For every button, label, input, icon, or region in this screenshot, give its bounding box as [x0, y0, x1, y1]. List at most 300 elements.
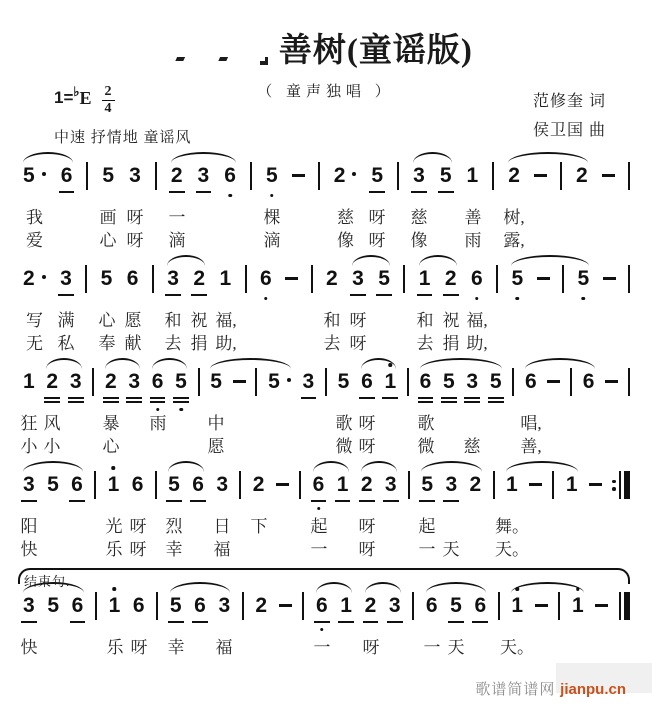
lyric-syllable: 呀 — [130, 638, 148, 657]
barline — [512, 368, 514, 396]
note: 5 — [420, 473, 434, 497]
lyric-syllable: 呀 — [126, 231, 144, 250]
lyric-syllable: 棵 — [263, 208, 281, 227]
lyric-syllable: 善, — [520, 437, 542, 456]
underline-mark — [311, 500, 327, 502]
lyricist-credit: 范修奎 词 — [532, 93, 606, 110]
note: 5 — [442, 370, 456, 394]
lyric-syllable: 和 — [416, 311, 434, 330]
low-octave-dot-icon — [228, 194, 232, 198]
barline — [412, 592, 414, 620]
notes-row — [22, 164, 630, 192]
lyric-syllable: 我 — [26, 208, 43, 227]
underline-mark — [190, 500, 206, 502]
note: 5 — [102, 164, 115, 187]
lyric-syllable: 舞。 — [495, 517, 529, 536]
subtitle: （ 童声独唱 ） — [257, 84, 395, 100]
lyric-syllable: 烈 — [165, 517, 183, 536]
note: 6 — [131, 473, 144, 496]
barline — [95, 592, 97, 620]
underline-mark — [103, 397, 119, 399]
note: 5 — [100, 267, 113, 290]
underline-mark — [126, 401, 142, 403]
low-octave-dot-icon — [516, 297, 520, 301]
lyrics-row — [22, 306, 630, 329]
tempo-marking: 中速 抒情地 童谣风 — [54, 130, 192, 146]
high-octave-dot-icon — [112, 466, 116, 470]
duration-dash — [547, 380, 560, 383]
lyrics-row — [22, 203, 630, 226]
slur — [525, 358, 595, 370]
lyric-syllable: 天。 — [495, 540, 529, 559]
score — [22, 150, 630, 660]
lyric-syllable: 呀 — [358, 437, 376, 456]
lyric-syllable: 呀 — [368, 231, 386, 250]
barline — [311, 265, 313, 293]
note: 2 — [325, 267, 338, 290]
note: 3 — [351, 267, 365, 291]
lyric-syllable: 写 — [26, 311, 43, 330]
note: 5 — [439, 164, 453, 188]
barline — [562, 265, 564, 293]
lyric-syllable: 起 — [310, 517, 328, 536]
barline — [85, 265, 87, 293]
slur — [171, 152, 236, 164]
slur — [420, 358, 502, 370]
watermark-site-name: 歌谱简谱网 — [475, 682, 561, 698]
note: 3 — [197, 164, 211, 188]
note: 5 — [174, 370, 188, 394]
ending-phrase-bracket — [18, 568, 630, 584]
barline — [560, 162, 562, 190]
underline-mark — [448, 621, 464, 623]
underline-mark — [68, 397, 84, 399]
note: 2 — [444, 267, 458, 291]
low-octave-dot-icon — [317, 507, 321, 511]
note: 3 — [465, 370, 479, 394]
time-signature — [102, 85, 115, 116]
underline-mark — [196, 191, 212, 193]
underline-mark — [301, 397, 317, 399]
barline — [318, 162, 320, 190]
duration-dash — [276, 483, 289, 486]
notes-row — [22, 267, 630, 295]
note: 5 — [169, 594, 183, 618]
slur — [506, 461, 578, 473]
lyric-syllable: 小 — [43, 437, 61, 456]
underline-mark — [488, 401, 504, 403]
note: 3 — [384, 473, 398, 497]
lyric-syllable: 福 — [213, 540, 231, 559]
lyric-syllable: 微 — [335, 437, 353, 456]
music-system — [22, 150, 630, 249]
note: 6 — [193, 594, 207, 618]
lyric-syllable: 呀 — [358, 517, 376, 536]
lyric-syllable: 露, — [503, 231, 525, 250]
underline-mark — [359, 397, 375, 399]
note: 1 — [510, 594, 524, 618]
note: 6 — [60, 164, 74, 188]
watermark — [475, 678, 626, 699]
note: 5 — [47, 473, 59, 496]
lyrics-row — [22, 512, 630, 535]
repeat-dot-icon — [612, 480, 616, 484]
lyric-syllable: 树, — [503, 208, 525, 227]
barline — [152, 265, 154, 293]
duration-dash — [535, 604, 548, 607]
lyric-syllable: 歌 — [335, 414, 353, 433]
underline-mark — [383, 500, 399, 502]
barline — [245, 265, 247, 293]
note: 5 — [337, 370, 350, 393]
lyric-syllable: 呀 — [126, 208, 144, 227]
underline-mark — [44, 401, 60, 403]
note: 1 — [219, 267, 232, 290]
lyric-syllable: 慈 — [463, 437, 481, 456]
underline-mark — [464, 397, 480, 399]
duration-dash — [603, 277, 616, 280]
slur — [421, 461, 482, 473]
note: 5 — [489, 370, 503, 394]
lyric-syllable: 幸 — [167, 638, 185, 657]
lyric-syllable: 呀 — [358, 540, 376, 559]
key-prefix: 1= — [54, 88, 74, 107]
note: 1 — [108, 594, 122, 618]
note: 3 — [216, 473, 229, 496]
lyric-syllable: 祝 — [190, 311, 208, 330]
slur — [511, 255, 589, 267]
slur — [152, 358, 187, 370]
slur — [23, 152, 73, 164]
underline-mark — [59, 191, 75, 193]
lyric-syllable: 奉 — [98, 334, 116, 353]
flat-sign-icon: ♭ — [73, 84, 80, 99]
low-octave-dot-icon — [264, 297, 268, 301]
note: 2 — [575, 164, 588, 187]
repeat-dots-icon — [612, 480, 616, 491]
lyric-syllable: 幸 — [165, 540, 183, 559]
lyrics-row — [22, 535, 630, 558]
underline-mark — [192, 621, 208, 623]
repeat-end-barline — [612, 471, 630, 499]
underline-mark — [165, 294, 181, 296]
barline — [302, 592, 304, 620]
underline-mark — [441, 401, 457, 403]
lyric-syllable: 和 — [323, 311, 341, 330]
lyric-syllable: 慈 — [410, 208, 428, 227]
note: 2 — [104, 370, 118, 394]
time-denominator: 4 — [104, 101, 112, 116]
barline — [492, 162, 494, 190]
note: 6 — [151, 370, 165, 394]
lyric-syllable: 一 — [418, 540, 436, 559]
cropped-title-stroke-icon — [260, 57, 268, 65]
lyric-syllable: 狂 — [20, 414, 38, 433]
music-system — [22, 253, 630, 352]
lyric-syllable: 呀 — [362, 638, 380, 657]
lyrics-row — [22, 432, 630, 455]
lyric-syllable: 雨 — [149, 414, 167, 433]
slur — [168, 461, 204, 473]
barline — [628, 162, 630, 190]
underline-mark — [438, 191, 454, 193]
barline — [570, 368, 572, 396]
lyric-syllable: 呀 — [349, 334, 367, 353]
lyric-syllable: 天 — [442, 540, 460, 559]
underline-mark — [103, 401, 119, 403]
note: 5 — [265, 164, 279, 188]
barline — [325, 368, 327, 396]
lyric-syllable: 像 — [337, 231, 354, 250]
underline-mark — [70, 621, 86, 623]
lyric-syllable: 天 — [447, 638, 465, 657]
note: 5 — [449, 594, 463, 618]
underline-mark — [382, 397, 398, 399]
note: 6 — [70, 473, 84, 497]
underline-mark — [169, 191, 185, 193]
lyric-syllable: 像 — [410, 231, 428, 250]
note: 3 — [127, 370, 141, 394]
underline-mark — [68, 401, 84, 403]
duration-dash — [589, 483, 602, 486]
lyric-syllable: 愿 — [207, 437, 225, 456]
lyric-syllable: 滴 — [263, 231, 281, 250]
note: 2 — [360, 473, 374, 497]
underline-mark — [387, 621, 403, 623]
barline — [156, 592, 158, 620]
barline — [239, 471, 241, 499]
music-system — [22, 562, 630, 656]
note: 1 — [565, 473, 578, 496]
note: 6 — [132, 594, 145, 617]
note: 5 — [47, 594, 59, 617]
underline-mark — [150, 401, 166, 403]
note: 6 — [315, 594, 329, 618]
lyric-syllable: 助, — [466, 334, 488, 353]
barline — [498, 592, 500, 620]
lyric-syllable: 去 — [164, 334, 182, 353]
note: 5 — [267, 370, 292, 394]
thin-barline — [619, 592, 621, 620]
note: 2 — [255, 594, 268, 617]
lyric-syllable: 一 — [168, 208, 186, 227]
note: 6 — [582, 370, 595, 393]
underline-mark — [166, 500, 182, 502]
underline-mark — [168, 621, 184, 623]
underline-mark — [150, 397, 166, 399]
underline-mark — [44, 397, 60, 399]
lyric-syllable: 慈 — [337, 208, 354, 227]
barline — [198, 368, 200, 396]
note: 6 — [360, 370, 374, 394]
lyric-syllable: 雨 — [464, 231, 482, 250]
augmentation-dot-icon — [42, 275, 46, 279]
note: 1 — [383, 370, 397, 394]
lyric-syllable: 画 — [99, 208, 117, 227]
lyric-syllable: 无 — [26, 334, 43, 353]
lyrics-row — [22, 226, 630, 249]
thick-barline — [624, 592, 630, 620]
slur — [508, 152, 588, 164]
note: 3 — [388, 594, 402, 618]
underline-mark — [418, 401, 434, 403]
lyric-syllable: 去 — [416, 334, 434, 353]
note: 6 — [71, 594, 85, 618]
lyric-syllable: 光 — [105, 517, 123, 536]
duration-dash — [537, 277, 550, 280]
note: 1 — [336, 473, 350, 497]
underline-mark — [173, 401, 189, 403]
underline-mark — [126, 397, 142, 399]
lyric-syllable: 一 — [313, 638, 331, 657]
note: 5 — [167, 473, 181, 497]
barline — [407, 368, 409, 396]
lyric-syllable: 心 — [102, 437, 120, 456]
note: 6 — [126, 267, 139, 290]
lyric-syllable: 献 — [124, 334, 142, 353]
barline — [250, 162, 252, 190]
note: 6 — [524, 370, 537, 393]
underline-mark — [472, 621, 488, 623]
barline — [255, 368, 257, 396]
note: 1 — [571, 594, 585, 618]
underline-mark — [464, 401, 480, 403]
key-signature — [54, 84, 115, 119]
underline-mark — [441, 397, 457, 399]
note: 2 — [333, 164, 358, 188]
lyric-syllable: 天。 — [500, 638, 534, 657]
note: 6 — [473, 594, 487, 618]
lyric-syllable: 中 — [207, 414, 225, 433]
notes-row — [22, 473, 630, 501]
lyric-syllable: 一 — [310, 540, 328, 559]
underline-mark — [173, 397, 189, 399]
note: 1 — [466, 164, 479, 187]
lyric-syllable: 满 — [57, 311, 75, 330]
slur — [167, 255, 205, 267]
lyric-syllable: 唱, — [520, 414, 542, 433]
duration-dash — [602, 174, 615, 177]
high-octave-dot-icon — [113, 587, 117, 591]
ending-phrase-label: 结束句. — [24, 574, 71, 589]
note: 3 — [22, 473, 36, 497]
duration-dash — [279, 604, 292, 607]
lyric-syllable: 福, — [466, 311, 488, 330]
lyric-syllable: 歌 — [417, 414, 435, 433]
barline — [155, 471, 157, 499]
note: 2 — [22, 267, 47, 291]
note: 3 — [218, 594, 231, 617]
note: 6 — [191, 473, 205, 497]
duration-dash — [595, 604, 608, 607]
key-letter: E — [79, 88, 92, 108]
low-octave-dot-icon — [270, 194, 274, 198]
duration-dash — [285, 277, 298, 280]
duration-dash — [292, 174, 305, 177]
cropped-title-stroke-icon — [175, 57, 185, 61]
underline-mark — [443, 294, 459, 296]
low-octave-dot-icon — [582, 297, 586, 301]
barline — [496, 265, 498, 293]
underline-mark — [376, 294, 392, 296]
note: 6 — [425, 594, 438, 617]
lyric-syllable: 和 — [164, 311, 182, 330]
barline — [299, 471, 301, 499]
lyric-syllable: 呀 — [129, 517, 147, 536]
lyric-syllable: 阳 — [20, 517, 38, 536]
note: 2 — [45, 370, 59, 394]
slur — [105, 358, 140, 370]
duration-dash — [605, 380, 618, 383]
barline — [408, 471, 410, 499]
note: 1 — [418, 267, 432, 291]
underline-mark — [419, 500, 435, 502]
lyric-syllable: 快 — [20, 540, 38, 559]
barline — [403, 265, 405, 293]
note: 3 — [412, 164, 426, 188]
augmentation-dot-icon — [352, 172, 356, 176]
underline-mark — [314, 621, 330, 623]
repeat-dot-icon — [612, 487, 616, 491]
note: 3 — [69, 370, 83, 394]
note: 5 — [510, 267, 524, 291]
lyric-syllable: 呀 — [349, 311, 367, 330]
watermark-site-link[interactable]: jianpu.cn — [560, 681, 626, 698]
slur — [23, 461, 83, 473]
underline-mark — [335, 500, 351, 502]
note: 3 — [302, 370, 316, 394]
underline-mark — [418, 397, 434, 399]
lyric-syllable: 善 — [464, 208, 482, 227]
note: 2 — [508, 164, 520, 187]
lyric-syllable: 愿 — [124, 311, 142, 330]
note: 2 — [364, 594, 378, 618]
cropped-title-stroke-icon — [219, 57, 229, 61]
lyric-syllable: 捐 — [442, 334, 460, 353]
lyric-syllable: 祝 — [442, 311, 460, 330]
underline-mark — [488, 397, 504, 399]
note: 5 — [370, 164, 384, 188]
thick-barline — [624, 471, 630, 499]
lyric-syllable: 呀 — [368, 208, 386, 227]
barline — [86, 162, 88, 190]
underline-mark — [350, 294, 366, 296]
thin-barline — [619, 471, 621, 499]
barline — [242, 592, 244, 620]
underline-mark — [191, 294, 207, 296]
barline — [493, 471, 495, 499]
lyrics-row — [22, 329, 630, 352]
lyric-syllable: 滴 — [168, 231, 186, 250]
music-system — [22, 459, 630, 558]
note: 5 — [576, 267, 590, 291]
slur — [313, 461, 349, 473]
barline — [155, 162, 157, 190]
lyric-syllable: 去 — [323, 334, 341, 353]
lyric-syllable: 乐 — [106, 638, 124, 657]
notes-row — [22, 370, 630, 398]
underline-mark — [417, 294, 433, 296]
underline-mark — [21, 500, 37, 502]
slur — [361, 358, 396, 370]
note: 1 — [23, 370, 35, 393]
note: 3 — [59, 267, 73, 291]
lyric-syllable: 下 — [250, 517, 268, 536]
note: 3 — [129, 164, 141, 187]
note: 6 — [223, 164, 237, 188]
augmentation-dot-icon — [287, 378, 291, 382]
lyric-syllable: 心 — [99, 231, 117, 250]
